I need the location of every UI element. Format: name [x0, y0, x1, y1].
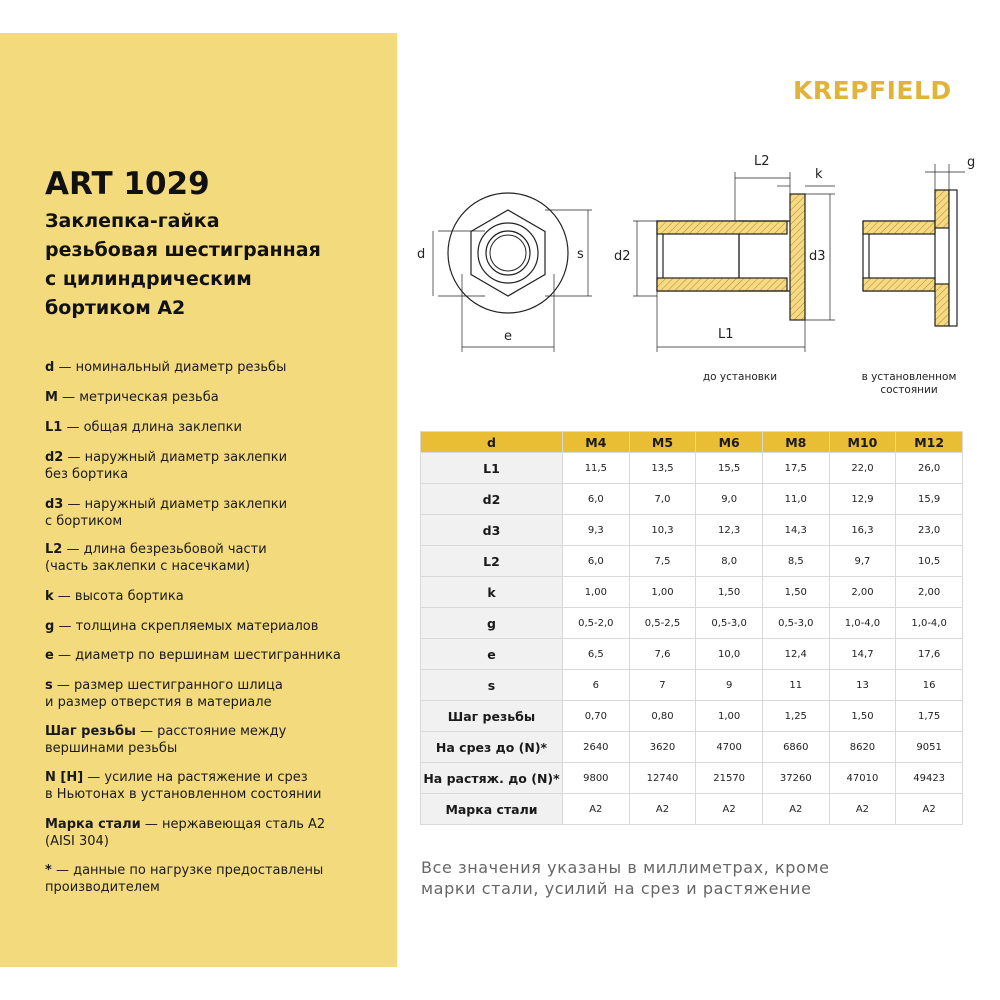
dim-label: d — [417, 247, 426, 262]
table-cell: 14,3 — [762, 515, 829, 546]
table-cell: 12740 — [629, 763, 696, 794]
table-cell: 9800 — [563, 763, 630, 794]
header-cell: M12 — [896, 432, 963, 453]
table-cell: 10,3 — [629, 515, 696, 546]
table-cell: 8,0 — [696, 546, 763, 577]
table-cell: 17,5 — [762, 453, 829, 484]
table-row — [421, 763, 963, 794]
table-row — [421, 453, 963, 484]
table-cell: 7,5 — [629, 546, 696, 577]
legend-item: N [Н] — усилие на растяжение и срез в Ньютонах в установленном состоянии — [45, 770, 322, 802]
dim-label: s — [577, 247, 584, 262]
legend-item: d2 — наружный диаметр заклепки без бортика — [45, 450, 288, 482]
table-cell: 9,0 — [696, 484, 763, 515]
row-label: d3 — [421, 515, 563, 546]
table-header-row — [421, 432, 963, 453]
table-cell: A2 — [829, 794, 896, 825]
row-label: На срез до (N)* — [421, 732, 563, 763]
legend-item: L1 — общая длина заклепки — [45, 420, 242, 435]
table-cell: 6,5 — [563, 639, 630, 670]
dim-label: L2 — [754, 154, 770, 169]
table-row — [421, 515, 963, 546]
dim-label: d2 — [614, 249, 631, 264]
dim-label: e — [504, 329, 512, 344]
table-row — [421, 546, 963, 577]
table-cell: 2,00 — [829, 577, 896, 608]
table-cell: 1,00 — [696, 701, 763, 732]
table-cell: 14,7 — [829, 639, 896, 670]
caption-before: до установки — [702, 371, 778, 383]
table-row — [421, 608, 963, 639]
table-cell: 1,00 — [563, 577, 630, 608]
table-cell: 7,6 — [629, 639, 696, 670]
table-cell: 8,5 — [762, 546, 829, 577]
row-label: На растяж. до (N)* — [421, 763, 563, 794]
table-cell: 9,3 — [563, 515, 630, 546]
table-cell: 2,00 — [896, 577, 963, 608]
table-cell: 9,7 — [829, 546, 896, 577]
dim-label: L1 — [718, 327, 734, 342]
table-cell: 1,00 — [629, 577, 696, 608]
row-label: L2 — [421, 546, 563, 577]
article-number: ART 1029 — [45, 166, 210, 202]
table-cell: 21570 — [696, 763, 763, 794]
legend-item: Шаг резьбы — расстояние между вершинами резьбы — [45, 724, 287, 756]
table-cell: 4700 — [696, 732, 763, 763]
table-cell: A2 — [896, 794, 963, 825]
dim-label: k — [815, 167, 823, 182]
table-row — [421, 484, 963, 515]
table-cell: 6,0 — [563, 484, 630, 515]
table-cell: A2 — [762, 794, 829, 825]
table-row — [421, 732, 963, 763]
table-cell: 11,0 — [762, 484, 829, 515]
table-cell: 1,50 — [762, 577, 829, 608]
table-cell: 37260 — [762, 763, 829, 794]
table-cell: 1,25 — [762, 701, 829, 732]
note-line: марки стали, усилий на срез и растяжение — [421, 879, 812, 898]
table-cell: 16,3 — [829, 515, 896, 546]
subtitle-line: Заклепка-гайка — [45, 210, 220, 232]
table-cell: 26,0 — [896, 453, 963, 484]
header-cell: M8 — [762, 432, 829, 453]
table-cell: 22,0 — [829, 453, 896, 484]
legend-item: s — размер шестигранного шлица и размер отверстия в материале — [45, 678, 283, 710]
table-cell: 12,9 — [829, 484, 896, 515]
table-cell: 8620 — [829, 732, 896, 763]
legend-item: M — метрическая резьба — [45, 390, 219, 405]
row-label: Марка стали — [421, 794, 563, 825]
table-cell: A2 — [563, 794, 630, 825]
subtitle-line: бортиком A2 — [45, 297, 186, 319]
table-cell: 10,5 — [896, 546, 963, 577]
product-subtitle — [45, 207, 385, 323]
row-label: k — [421, 577, 563, 608]
header-cell: d — [421, 432, 563, 453]
table-cell: 13,5 — [629, 453, 696, 484]
table-cell: 6860 — [762, 732, 829, 763]
table-cell: 2640 — [563, 732, 630, 763]
legend-item: L2 — длина безрезьбовой части (часть заклепки с насечками) — [45, 542, 267, 574]
table-cell: 1,0-4,0 — [896, 608, 963, 639]
spec-table — [420, 431, 963, 825]
row-label: L1 — [421, 453, 563, 484]
table-cell: 1,50 — [829, 701, 896, 732]
row-label: d2 — [421, 484, 563, 515]
table-cell: 10,0 — [696, 639, 763, 670]
legend-item: k — высота бортика — [45, 589, 184, 604]
row-label: e — [421, 639, 563, 670]
dim-label: g — [967, 155, 976, 170]
table-cell: 11 — [762, 670, 829, 701]
table-cell: 6 — [563, 670, 630, 701]
legend-item: * — данные по нагрузке предоставлены производителем — [45, 863, 324, 895]
table-cell: 7,0 — [629, 484, 696, 515]
dim-label: d3 — [809, 249, 826, 264]
note-line: Все значения указаны в миллиметрах, кроме — [421, 858, 830, 877]
table-cell: 6,0 — [563, 546, 630, 577]
installed-view-dimensions — [925, 164, 965, 190]
row-label: s — [421, 670, 563, 701]
table-cell: 1,0-4,0 — [829, 608, 896, 639]
table-cell: A2 — [696, 794, 763, 825]
table-cell: 49423 — [896, 763, 963, 794]
caption-after: в установленном состоянии — [861, 371, 957, 396]
table-cell: 0,5-3,0 — [696, 608, 763, 639]
legend-item: e — диаметр по вершинам шестигранника — [45, 648, 341, 663]
row-label: Шаг резьбы — [421, 701, 563, 732]
table-cell: 9 — [696, 670, 763, 701]
table-cell: 12,4 — [762, 639, 829, 670]
top-view — [448, 193, 568, 313]
header-cell: M6 — [696, 432, 763, 453]
table-row — [421, 670, 963, 701]
table-row — [421, 577, 963, 608]
table-cell: 9051 — [896, 732, 963, 763]
table-cell: 1,75 — [896, 701, 963, 732]
side-view-installed — [863, 190, 957, 326]
header-cell: M10 — [829, 432, 896, 453]
legend-item: d3 — наружный диаметр заклепки с бортиком — [45, 497, 288, 529]
row-label: g — [421, 608, 563, 639]
technical-drawing — [405, 150, 995, 420]
table-cell: A2 — [629, 794, 696, 825]
table-cell: 1,50 — [696, 577, 763, 608]
table-cell: 0,80 — [629, 701, 696, 732]
table-cell: 0,5-3,0 — [762, 608, 829, 639]
legend-item: Марка стали — нержавеющая сталь A2 (AISI 304) — [45, 817, 326, 849]
table-cell: 3620 — [629, 732, 696, 763]
legend-item: g — толщина скрепляемых материалов — [45, 619, 319, 634]
table-cell: 0,5-2,5 — [629, 608, 696, 639]
table-row — [421, 794, 963, 825]
brand-logo: KREPFIELD — [793, 76, 952, 105]
header-cell: M4 — [563, 432, 630, 453]
table-cell: 16 — [896, 670, 963, 701]
units-note — [421, 857, 981, 899]
table-cell: 17,6 — [896, 639, 963, 670]
subtitle-line: резьбовая шестигранная — [45, 239, 321, 261]
table-cell: 0,5-2,0 — [563, 608, 630, 639]
side-view-before — [657, 194, 805, 320]
table-row — [421, 701, 963, 732]
table-cell: 7 — [629, 670, 696, 701]
table-row — [421, 639, 963, 670]
table-cell: 15,5 — [696, 453, 763, 484]
header-cell: M5 — [629, 432, 696, 453]
table-cell: 13 — [829, 670, 896, 701]
table-cell: 12,3 — [696, 515, 763, 546]
table-cell: 47010 — [829, 763, 896, 794]
table-cell: 11,5 — [563, 453, 630, 484]
product-title-block — [45, 165, 385, 323]
table-cell: 0,70 — [563, 701, 630, 732]
table-cell: 15,9 — [896, 484, 963, 515]
table-cell: 23,0 — [896, 515, 963, 546]
subtitle-line: с цилиндрическим — [45, 268, 252, 290]
legend-item: d — номинальный диаметр резьбы — [45, 360, 287, 375]
